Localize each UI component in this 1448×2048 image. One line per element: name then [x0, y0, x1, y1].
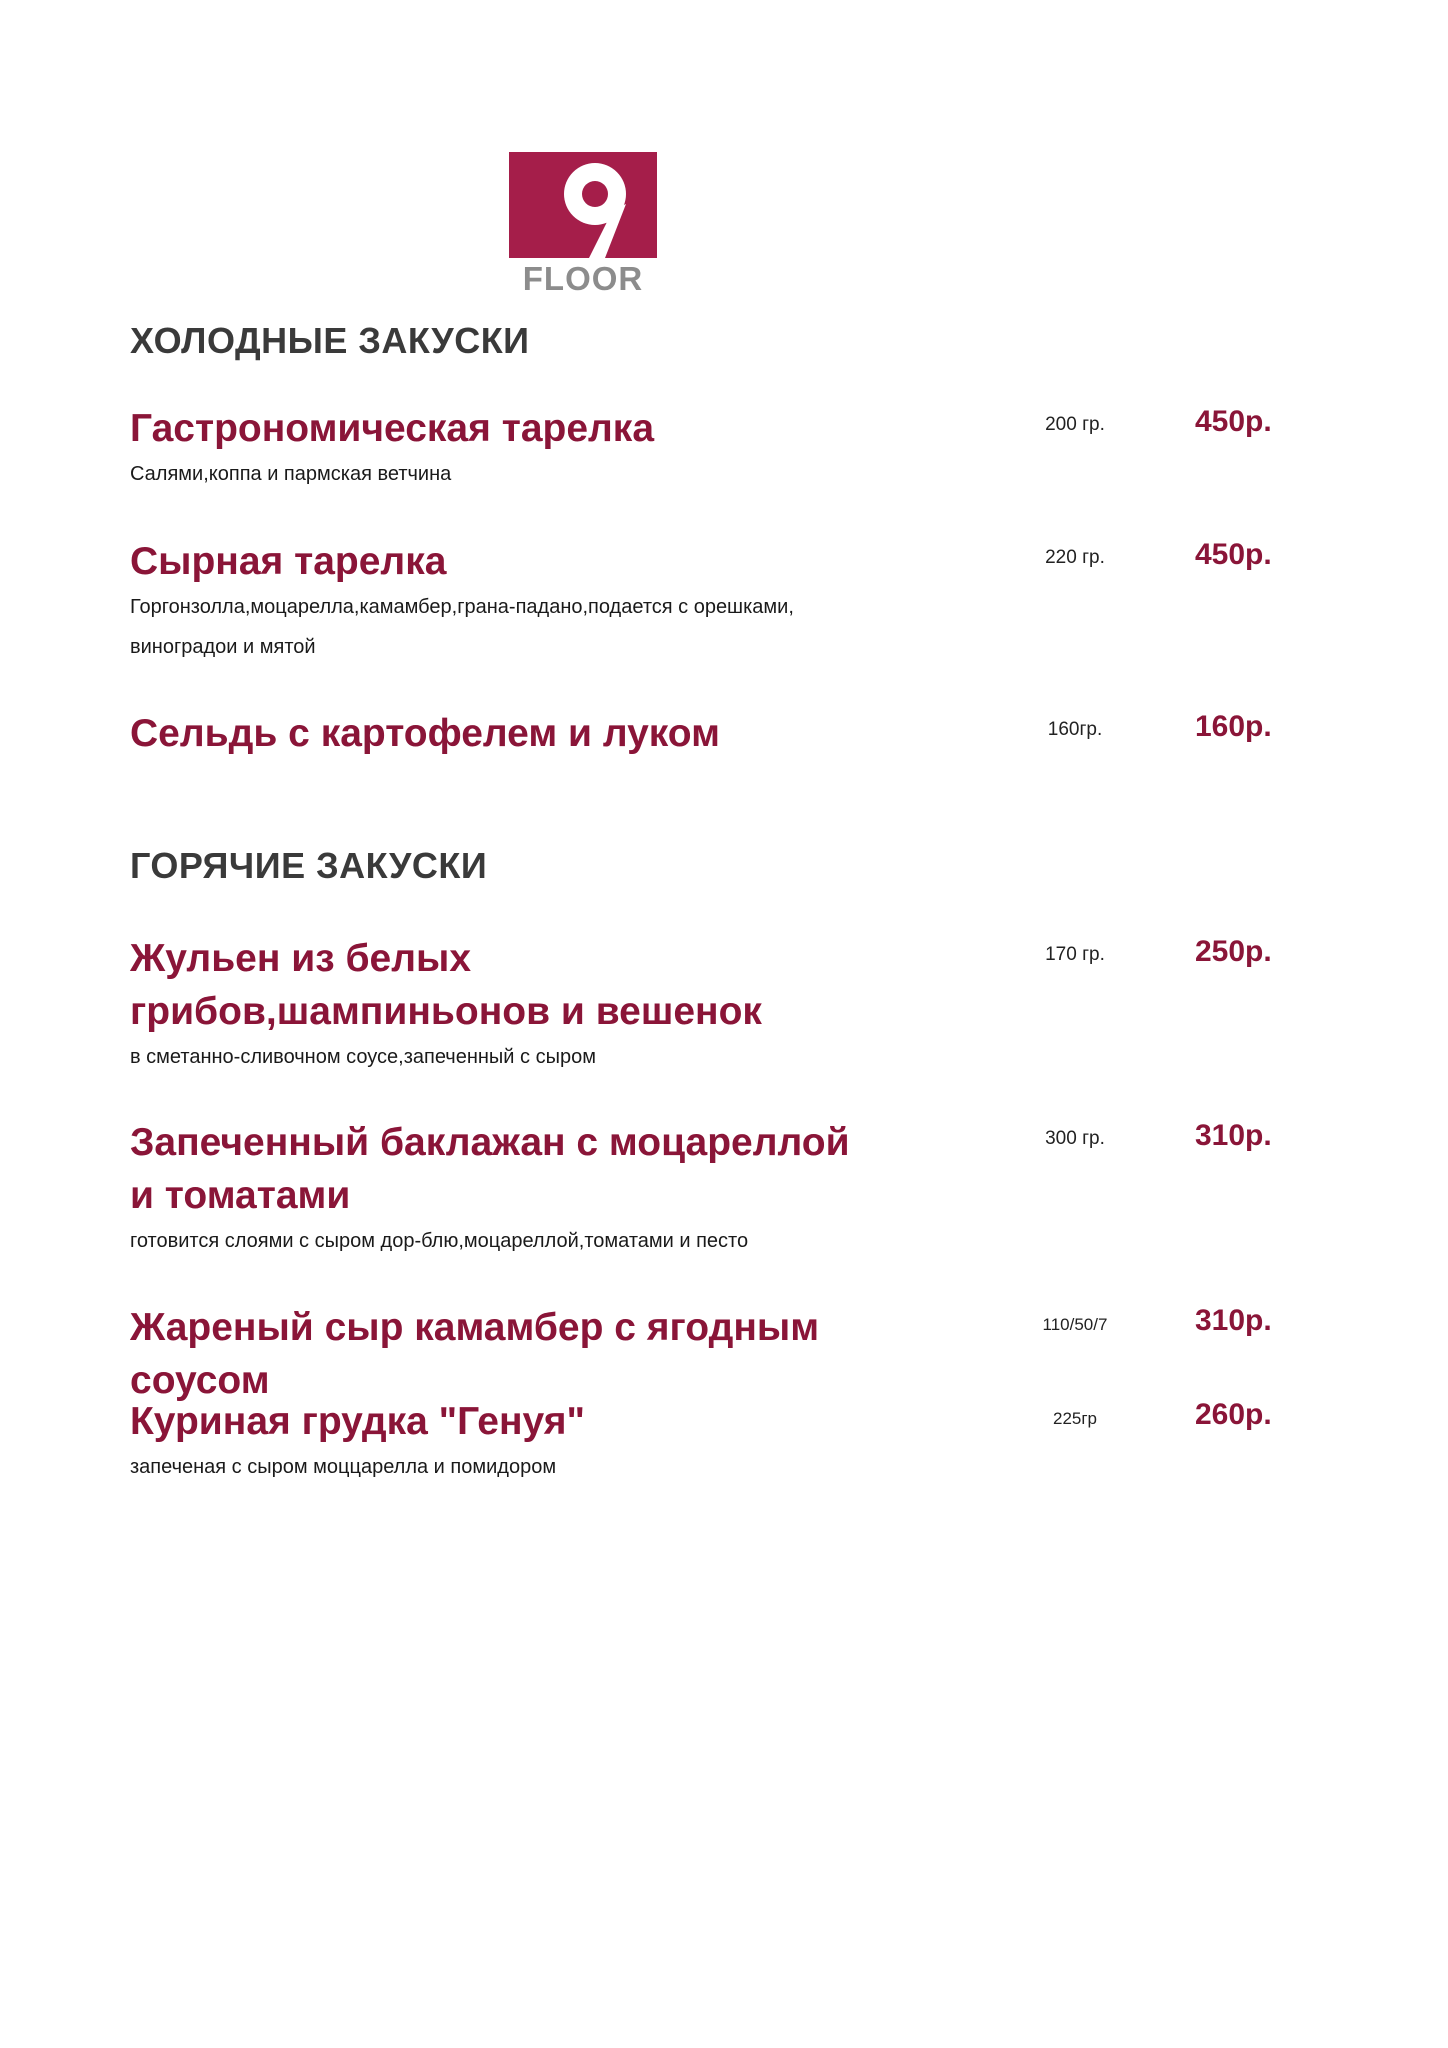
- item-name: Запеченный баклажан с моцареллой и томатами: [130, 1121, 850, 1217]
- item-name: Жареный сыр камамбер с ягодным соусом: [130, 1306, 820, 1402]
- logo-text: FLOOR: [522, 260, 644, 294]
- item-description: в сметанно-сливочном соусе,запеченный с сыром: [130, 1046, 596, 1068]
- item-price: 310р.: [1195, 1119, 1272, 1152]
- item-description: готовится слоями с сыром дор-блю,моцареллой,томатами и песто: [130, 1230, 749, 1252]
- item-price: 260р.: [1195, 1398, 1272, 1431]
- item-description: Салями,коппа и пармская ветчина: [130, 463, 452, 485]
- item-name: Гастрономическая тарелка: [130, 407, 655, 450]
- restaurant-logo: [509, 152, 657, 294]
- item-weight: 220 гр.: [1045, 547, 1105, 568]
- item-price: 450р.: [1195, 405, 1272, 438]
- item-price: 310р.: [1195, 1304, 1272, 1337]
- item-weight: 170 гр.: [1045, 944, 1105, 965]
- section-title-hot: ГОРЯЧИЕ ЗАКУСКИ: [130, 845, 488, 886]
- item-weight: 200 гр.: [1045, 414, 1105, 435]
- item-weight: 110/50/7: [1042, 1315, 1108, 1334]
- item-description: запеченая с сыром моццарелла и помидором: [130, 1456, 557, 1478]
- item-name: Жульен из белых грибов,шампиньонов и вешенок: [130, 937, 762, 1033]
- item-name: Сельдь с картофелем и луком: [130, 712, 720, 755]
- item-name: Сырная тарелка: [130, 540, 447, 583]
- item-weight: 225гр: [1052, 1409, 1098, 1428]
- section-title-cold: ХОЛОДНЫЕ ЗАКУСКИ: [130, 320, 530, 361]
- item-price: 160р.: [1195, 710, 1272, 743]
- item-price: 450р.: [1195, 538, 1272, 571]
- item-weight: 300 гр.: [1045, 1128, 1105, 1149]
- item-name: Куриная грудка "Генуя": [130, 1400, 585, 1443]
- item-price: 250р.: [1195, 935, 1272, 968]
- item-description: Горгонзолла,моцарелла,камамбер,грана-падано,подается с орешками, виноградои и мятой: [130, 596, 794, 658]
- item-weight: 160гр.: [1047, 719, 1103, 740]
